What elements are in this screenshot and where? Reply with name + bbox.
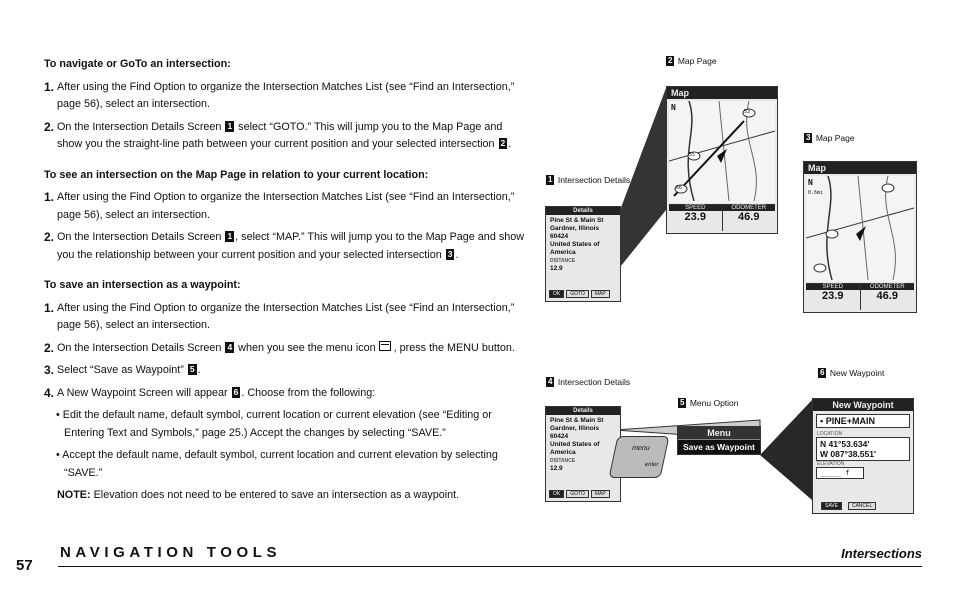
map-scale: 0.6mi xyxy=(808,190,824,196)
details-title: Details xyxy=(546,407,620,415)
map-step-1: 1. After using the Find Option to organize the Intersection Matches List (see “Find an Intersection,” page 56), select an intersection. xyxy=(44,190,515,221)
waypoint-step-3: 3. Select “Save as Waypoint” 5 . xyxy=(44,363,201,377)
north-indicator: N xyxy=(671,103,676,112)
caption-map-page-3: 3 Map Page xyxy=(806,133,855,143)
caption-map-page-2: 2 Map Page xyxy=(668,56,717,66)
details-buttons xyxy=(549,290,610,298)
goto-button[interactable]: GOTO xyxy=(566,490,589,498)
odometer-value: 46.9 xyxy=(738,211,760,223)
map-view xyxy=(806,176,914,282)
screen-badge: 4 xyxy=(227,341,233,352)
goto-button[interactable]: GOTO xyxy=(566,290,589,298)
details-buttons xyxy=(549,490,610,498)
screen-badge: 6 xyxy=(233,386,239,397)
details-screen-4 xyxy=(545,406,621,502)
ok-button[interactable]: OK xyxy=(549,490,564,498)
odometer-value: 46.9 xyxy=(876,290,898,302)
cancel-button[interactable]: CANCEL xyxy=(848,502,876,510)
elevation-field[interactable]: _____ f xyxy=(816,467,864,479)
waypoint-symbol-icon: ▪ xyxy=(820,416,826,426)
caption-waypoint-6: 6 New Waypoint xyxy=(820,368,885,378)
route-marker: 66 xyxy=(676,185,683,191)
new-waypoint-screen xyxy=(812,398,914,514)
map-roads xyxy=(669,101,775,201)
waypoint-step-2: 2. On the Intersection Details Screen 4 when you see the menu icon , press the MENU button. xyxy=(44,340,515,355)
screen-badge: 2 xyxy=(500,138,506,148)
menu-key-label: menu xyxy=(631,445,651,452)
ok-button[interactable]: OK xyxy=(549,290,564,298)
details-title: Details xyxy=(546,207,620,215)
waypoint-title: New Waypoint xyxy=(813,399,913,411)
bullet-accept: • Accept the default name, default symbol, current location and current elevation by selecting “SAVE.” xyxy=(56,449,498,479)
map-screen-2 xyxy=(666,86,778,234)
details-screen-1 xyxy=(545,206,621,302)
details-address: Pine St & Main St Gardner, Illinois 60424 United States of America DISTANCE 12.9 xyxy=(546,415,620,475)
map-screen-3 xyxy=(803,161,917,313)
speed-value: 23.9 xyxy=(822,290,844,302)
location-label: LOCATION xyxy=(817,431,843,437)
map-button[interactable]: MAP xyxy=(591,290,610,298)
map-button[interactable]: MAP xyxy=(591,490,610,498)
menu-title: Menu xyxy=(707,428,731,438)
screen-badge: 1 xyxy=(227,120,233,131)
waypoint-name-field[interactable]: ▪ PINE+MAIN xyxy=(816,414,910,428)
waypoint-buttons xyxy=(821,502,876,510)
menu-key xyxy=(609,436,670,478)
north-indicator: N xyxy=(808,178,813,187)
heading-goto: To navigate or GoTo an intersection: xyxy=(44,58,231,70)
speed-value: 23.9 xyxy=(684,211,706,223)
waypoint-step-1: 1. After using the Find Option to organize the Intersection Matches List (see “Find an Intersection,” page 56), select an intersection. xyxy=(44,300,515,331)
elevation-label: ELEVATION xyxy=(817,461,845,467)
screen-badge: 5 xyxy=(189,364,195,374)
menu-item-save-as-waypoint[interactable]: Save as Waypoint xyxy=(678,439,760,454)
enter-key-label: enter xyxy=(643,462,659,468)
page-number: 57 xyxy=(16,557,33,574)
caption-details-4: 4 Intersection Details xyxy=(548,377,631,387)
bullet-edit: • Edit the default name, default symbol, current location or current elevation (see “Editing or Entering Text and Symbols,” page 25.) Accept the changes by selecting “SAVE.” xyxy=(56,409,492,439)
note: NOTE: Elevation does not need to be entered to save an intersection as a waypoint. xyxy=(57,489,460,501)
goto-step-1: 1. After using the Find Option to organize the Intersection Matches List (see “Find an Intersection,” page 56), select an intersection. xyxy=(44,79,515,110)
footer-rule xyxy=(58,566,922,567)
distance-value: 12.9 xyxy=(550,465,563,472)
caption-details-1: 1 Intersection Details xyxy=(548,175,631,185)
screen-badge: 3 xyxy=(447,248,453,259)
map-title: Map xyxy=(804,162,916,174)
map-footer: SPEED 23.9 ODOMETER 46.9 xyxy=(806,283,914,310)
caption-menu-5: 5 Menu Option xyxy=(680,398,739,408)
map-view xyxy=(669,101,775,203)
heading-map: To see an intersection on the Map Page in relation to your current location: xyxy=(44,168,429,181)
section-title: NAVIGATION TOOLS xyxy=(60,544,282,561)
route-marker: 55 xyxy=(689,152,696,158)
details-address: Pine St & Main St Gardner, Illinois 60424 United States of America DISTANCE 12.9 xyxy=(546,215,620,275)
menu-popup xyxy=(677,426,761,455)
waypoint-step-4: 4. A New Waypoint Screen will appear 6 . Choose from the following: xyxy=(44,385,376,400)
map-footer: SPEED 23.9 ODOMETER 46.9 xyxy=(669,204,775,231)
screen-badge: 1 xyxy=(227,231,233,241)
save-button[interactable]: SAVE xyxy=(821,502,842,510)
map-title: Map xyxy=(667,87,777,99)
topic-title: Intersections xyxy=(841,546,922,561)
map-step-2: 2. On the Intersection Details Screen 1 , select “MAP.” This will jump you to the Map Page and show you the relationship between your current position and your selected intersection 3 . xyxy=(44,230,525,261)
heading-waypoint: To save an intersection as a waypoint: xyxy=(44,279,241,291)
location-field[interactable]: N 41°53.634' W 087°38.551' xyxy=(816,437,910,461)
distance-value: 12.9 xyxy=(550,265,563,272)
route-marker: 53 xyxy=(744,109,751,115)
goto-step-2: 2. On the Intersection Details Screen 1 select “GOTO.” This will jump you to the Map Page and show you the straight-line path between your current position and your selected intersection 2 . xyxy=(44,119,512,150)
